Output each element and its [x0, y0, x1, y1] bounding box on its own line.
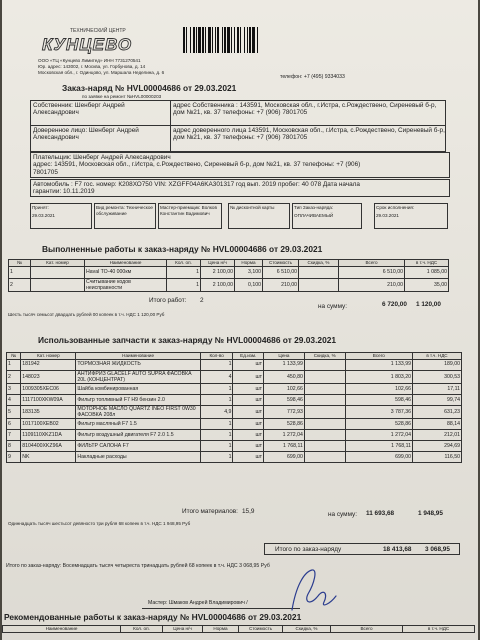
table-cell: NK	[21, 452, 76, 463]
barcode-bar	[190, 27, 191, 53]
table-cell: 7	[7, 430, 21, 441]
table-row	[7, 370, 462, 383]
table-cell: шт	[233, 430, 264, 441]
grand-total-box	[264, 543, 460, 555]
parties-block	[30, 100, 446, 152]
works-title: Выполненные работы к заказ-наряду № HVL00004686 от 29.03.2021	[42, 244, 323, 254]
table-row	[7, 430, 462, 441]
table-cell: 8	[7, 441, 21, 452]
barcode-bar	[202, 27, 204, 53]
parts-sum: 11 693,68	[366, 510, 395, 517]
parts-body	[7, 359, 462, 463]
table-cell: 528,86	[264, 419, 305, 430]
company-phone: телефон: +7 (495) 9334033	[280, 74, 345, 80]
column-header: Кат. номер	[31, 260, 85, 267]
table-cell	[304, 384, 345, 395]
table-cell: 3	[7, 384, 21, 395]
table-cell: 6	[7, 419, 21, 430]
table-cell: Haval TO-40 000км	[85, 266, 167, 278]
table-row	[7, 441, 462, 452]
table-cell: 1 085,00	[405, 266, 449, 278]
barcode-bar	[240, 27, 241, 53]
handwritten-signature	[284, 566, 344, 616]
car-details: Автомобиль : F7 гос. номер: К208ХО750 VIN: XZGFF04A6KA301317 год вып. 2019 пробег: 40 078 Дата начала	[33, 181, 360, 188]
column-header: Скидка, %	[283, 626, 331, 633]
column-header: Норма	[235, 260, 263, 267]
table-cell: 210,00	[339, 278, 405, 291]
column-header: Наименование	[3, 626, 121, 633]
column-header: №	[9, 260, 31, 267]
table-cell: 1 803,20	[345, 370, 412, 383]
table-cell: Считывание кодов неисправности	[85, 278, 167, 291]
svg-text:ТЕХНИЧЕСКИЙ ЦЕНТР: ТЕХНИЧЕСКИЙ ЦЕНТР	[70, 28, 126, 34]
column-header: Всего	[345, 353, 412, 360]
works-table	[8, 259, 449, 292]
parts-sum-label: на сумму:	[328, 511, 358, 518]
table-cell: 99,74	[412, 395, 461, 406]
table-cell: 181942	[21, 359, 76, 370]
table-cell: 1117100XKW09A	[21, 395, 76, 406]
table-cell: МОТОРНОЕ МАСЛО QUARTZ INEO FIRST 0W30 ФАСОВКА 208л	[76, 406, 200, 419]
table-cell: 699,00	[345, 452, 412, 463]
works-total-words: Шесть тысяч семьсот двадцать рублей 00 копеек в т.ч. НДС 1 120,00 Руб	[8, 312, 165, 317]
barcode-bar	[234, 27, 235, 53]
company-address-line-1: ООО «ТЦ «Кунцево Лимитед» ИНН 7731270541	[38, 58, 141, 63]
barcode-bar	[205, 27, 206, 53]
table-cell: Шайба комбинированная	[76, 384, 200, 395]
table-cell: 3 787,36	[345, 406, 412, 419]
table-cell: 300,53	[412, 370, 461, 383]
column-header: Цена н/ч	[163, 626, 203, 633]
column-header: Кол. оп.	[167, 260, 201, 267]
table-cell: 1	[200, 430, 233, 441]
table-cell: шт	[233, 384, 264, 395]
barcode-bar	[231, 27, 232, 53]
table-cell: 1 133,99	[345, 359, 412, 370]
table-cell: 3,100	[235, 266, 263, 278]
table-cell: ТОРМОЗНАЯ ЖИДКОСТЬ	[76, 359, 200, 370]
table-cell: 35,00	[405, 278, 449, 291]
table-cell: 598,46	[264, 395, 305, 406]
company-address-line-2: Юр. адрес: 143002, г. Москва, ул. Горбунова, д. 14	[38, 64, 146, 69]
table-cell: 1	[200, 395, 233, 406]
info-box: № дисконтной карты	[228, 203, 290, 229]
grand-total-vat: 3 068,95	[425, 546, 450, 553]
parts-header-row	[7, 353, 462, 360]
barcode	[182, 26, 286, 54]
table-row	[9, 266, 449, 278]
recommended-header-row	[3, 626, 475, 633]
grand-total-sum: 18 413,68	[383, 546, 412, 553]
table-cell: 6 510,00	[263, 266, 299, 278]
recommended-title: Рекомендованные работы к заказ-наряду № HVL00004686 от 29.03.2021	[4, 612, 302, 622]
table-cell	[299, 266, 339, 278]
table-cell: 631,23	[412, 406, 461, 419]
column-header: Кол. оп.	[121, 626, 163, 633]
table-cell: 1	[200, 441, 233, 452]
payer-phone: 7801705	[33, 168, 58, 176]
barcode-bar	[237, 27, 239, 53]
table-cell: Фильтр топливный F7 H9 бензин 2.0	[76, 395, 200, 406]
barcode-bar	[249, 27, 251, 53]
table-cell	[299, 278, 339, 291]
table-row	[7, 419, 462, 430]
table-row	[7, 359, 462, 370]
column-header: Всего	[331, 626, 403, 633]
parts-title: Использованные запчасти к заказ-наряду № HVL00004686 от 29.03.2021	[38, 335, 337, 345]
svg-text:КУНЦЕВО: КУНЦЕВО	[42, 35, 133, 54]
table-cell: 2 100,00	[201, 266, 235, 278]
table-cell: 1009305XEC06	[21, 384, 76, 395]
table-row	[7, 452, 462, 463]
table-cell: шт	[233, 395, 264, 406]
barcode-bar	[224, 27, 226, 53]
table-cell: 9	[7, 452, 21, 463]
parts-total-qty: 15,9	[242, 508, 255, 515]
works-header-row	[9, 260, 449, 267]
table-cell: 2	[9, 278, 31, 291]
table-cell	[304, 395, 345, 406]
barcode-bar	[186, 27, 187, 53]
column-header: Всего	[339, 260, 405, 267]
barcode-bar	[212, 27, 213, 53]
signature-underline	[142, 608, 300, 609]
table-cell: 4	[200, 370, 233, 383]
grand-total-words: Итого по заказ-наряду: Восемнадцать тысяч четыреста тринадцать рублей 68 копеек в т.ч. НДС 3 068,95 Руб	[6, 563, 270, 569]
column-header: №	[7, 353, 21, 360]
table-cell: шт	[233, 452, 264, 463]
barcode-bar	[183, 27, 185, 53]
parts-vat: 1 948,95	[418, 510, 443, 517]
table-cell: ФИЛЬТР САЛОНА F7	[76, 441, 200, 452]
table-cell	[304, 441, 345, 452]
table-cell	[31, 266, 85, 278]
table-cell: шт	[233, 359, 264, 370]
column-header: в т.ч. НДС	[403, 626, 475, 633]
table-cell: 1109110XKZ1DA	[21, 430, 76, 441]
barcode-bar	[193, 27, 195, 53]
parts-table	[6, 352, 462, 463]
table-cell	[304, 430, 345, 441]
master-signature-line: Мастер: Шмаков Андрей Владимирович /	[148, 600, 248, 606]
table-cell: 1 272,04	[264, 430, 305, 441]
table-cell: 8104400XKZ96A	[21, 441, 76, 452]
column-header: Цена	[264, 353, 305, 360]
column-header: Наименование	[85, 260, 167, 267]
table-cell: 1	[167, 266, 201, 278]
table-cell: 2	[7, 370, 21, 383]
info-box: Принят: 29.03.2021	[30, 203, 92, 229]
column-header: Стоимость	[263, 260, 299, 267]
barcode-bar	[215, 27, 216, 53]
table-row	[7, 384, 462, 395]
table-row	[7, 395, 462, 406]
table-cell: 1 768,11	[345, 441, 412, 452]
table-cell: Фильтр воздушный двигателя F7 2.0 1.5	[76, 430, 200, 441]
column-header: Цена н/ч	[201, 260, 235, 267]
payer-address: адрес: 143591, Московская обл., г.Истра, с.Рождествено, Сиреневый б-р, дом №21, кв. 37 телефоны: +7 (906)	[33, 161, 361, 169]
document-sheet	[2, 0, 478, 640]
table-cell	[304, 370, 345, 383]
table-cell: 598,46	[345, 395, 412, 406]
owner-name: Собственник: Шенберг Андрей Александрович	[31, 101, 171, 126]
info-box: Мастер-приемщик: Волков Константин Вадимович	[158, 203, 222, 229]
company-logo	[40, 24, 150, 56]
column-header: Наименование	[76, 353, 200, 360]
column-header: Скидка, %	[304, 353, 345, 360]
table-cell: 212,01	[412, 430, 461, 441]
table-cell: 772,93	[264, 406, 305, 419]
table-cell	[304, 359, 345, 370]
column-header: Кат. номер	[21, 353, 76, 360]
table-cell: 528,86	[345, 419, 412, 430]
barcode-bar	[252, 27, 255, 53]
barcode-bar	[196, 27, 197, 53]
table-cell: 1	[200, 419, 233, 430]
table-cell: 5	[7, 406, 21, 419]
payer-name: Плательщик: Шенберг Андрей Александрович	[33, 154, 171, 161]
car-block	[30, 179, 450, 197]
table-cell: 450,80	[264, 370, 305, 383]
table-cell: 1	[7, 359, 21, 370]
column-header: в т.ч. НДС	[412, 353, 461, 360]
barcode-bar	[198, 27, 201, 53]
column-header: Ед.изм.	[233, 353, 264, 360]
column-header: в т.ч. НДС	[405, 260, 449, 267]
table-cell: 699,00	[264, 452, 305, 463]
table-cell: 294,69	[412, 441, 461, 452]
car-warranty: гарантии: 10.11.2019	[33, 188, 95, 196]
table-cell: 6 510,00	[339, 266, 405, 278]
barcode-bar	[208, 27, 211, 53]
table-cell: 88,14	[412, 419, 461, 430]
table-cell: 210,00	[263, 278, 299, 291]
owner-address: адрес Собственника : 143591, Московская обл., г.Истра, с.Рождествено, Сиреневый б-р, дом №21, кв. 37 телефоны: +7 (906) 7801705	[171, 101, 446, 126]
info-box: Вид ремонта: Техническое обслуживание	[94, 203, 156, 229]
table-cell: 1	[200, 359, 233, 370]
table-cell: 1	[9, 266, 31, 278]
parts-total-label: Итого материалов:	[182, 508, 238, 515]
column-header: Кол-во	[200, 353, 233, 360]
table-row	[7, 406, 462, 419]
info-box: Тип Заказ-наряда: ОПЛАЧИВАЕМЫЙ	[292, 203, 362, 229]
proxy-name: Доверенное лицо: Шенберг Андрей Александрович	[31, 126, 171, 152]
table-cell: 148023	[21, 370, 76, 383]
works-sum: 6 720,00	[382, 301, 407, 308]
order-title: Заказ-наряд № HVL00004686 от 29.03.2021	[62, 83, 237, 93]
table-cell: 1	[167, 278, 201, 291]
table-cell: АНТИФРИЗ GLACELF AUTO SUPRA ФАСОВКА 20L (КОНЦЕНТРАТ)	[76, 370, 200, 383]
table-cell: 4	[7, 395, 21, 406]
table-cell: шт	[233, 419, 264, 430]
table-row	[9, 278, 449, 291]
column-header: Скидка, %	[299, 260, 339, 267]
table-cell	[304, 406, 345, 419]
company-address-line-3: Московская обл., г. Одинцово, ул. Маршала Неделина, д. 6	[38, 70, 165, 75]
table-cell: 1	[200, 384, 233, 395]
table-cell: 4,9	[200, 406, 233, 419]
table-cell	[304, 419, 345, 430]
column-header: Стоимость	[239, 626, 283, 633]
table-cell: шт	[233, 406, 264, 419]
payer-block	[30, 152, 450, 178]
table-cell	[304, 452, 345, 463]
table-cell: Фильтр масляный F7 1.5	[76, 419, 200, 430]
works-total-label: Итого работ:	[149, 297, 187, 304]
works-sum-label: на сумму:	[318, 303, 348, 310]
info-box: Срок исполнения: 29.03.2021	[374, 203, 448, 229]
table-cell: 116,50	[412, 452, 461, 463]
table-cell: 1 768,11	[264, 441, 305, 452]
table-cell: 102,66	[264, 384, 305, 395]
table-cell: шт	[233, 441, 264, 452]
barcode-bar	[247, 27, 248, 53]
column-header: Норма	[203, 626, 239, 633]
table-cell: 1017100XEB02	[21, 419, 76, 430]
table-cell	[31, 278, 85, 291]
table-cell: шт	[233, 370, 264, 383]
works-total-count: 2	[200, 297, 204, 304]
table-cell: 1 272,04	[345, 430, 412, 441]
table-cell: 0,100	[235, 278, 263, 291]
table-cell: 183135	[21, 406, 76, 419]
table-cell: 1 133,99	[264, 359, 305, 370]
table-cell: 1	[200, 452, 233, 463]
table-cell: 189,00	[412, 359, 461, 370]
barcode-bar	[227, 27, 230, 53]
grand-total-label: Итого по заказ-наряду	[275, 546, 342, 553]
barcode-bar	[257, 27, 258, 53]
barcode-bar	[222, 27, 223, 53]
works-body	[9, 266, 449, 291]
order-subtitle: по заявке на ремонт №HVL00000203	[82, 94, 162, 99]
barcode-bar	[217, 27, 219, 53]
table-cell: 17,11	[412, 384, 461, 395]
parts-total-words: Одиннадцать тысяч шестьсот девяносто три рубля 68 копеек в т.ч. НДС 1 948,95 Руб	[8, 521, 191, 526]
table-cell: Накладные расходы	[76, 452, 200, 463]
recommended-table	[2, 625, 475, 633]
table-cell: 2 100,00	[201, 278, 235, 291]
barcode-bar	[244, 27, 245, 53]
works-vat: 1 120,00	[416, 301, 441, 308]
table-cell: 102,66	[345, 384, 412, 395]
proxy-address: адрес доверенного лица 143591, Московская обл., г.Истра, с.Рождествено, Сиреневый б-р, дом №21, кв. 37 телефоны: +7 (906) 7801705	[173, 127, 445, 142]
